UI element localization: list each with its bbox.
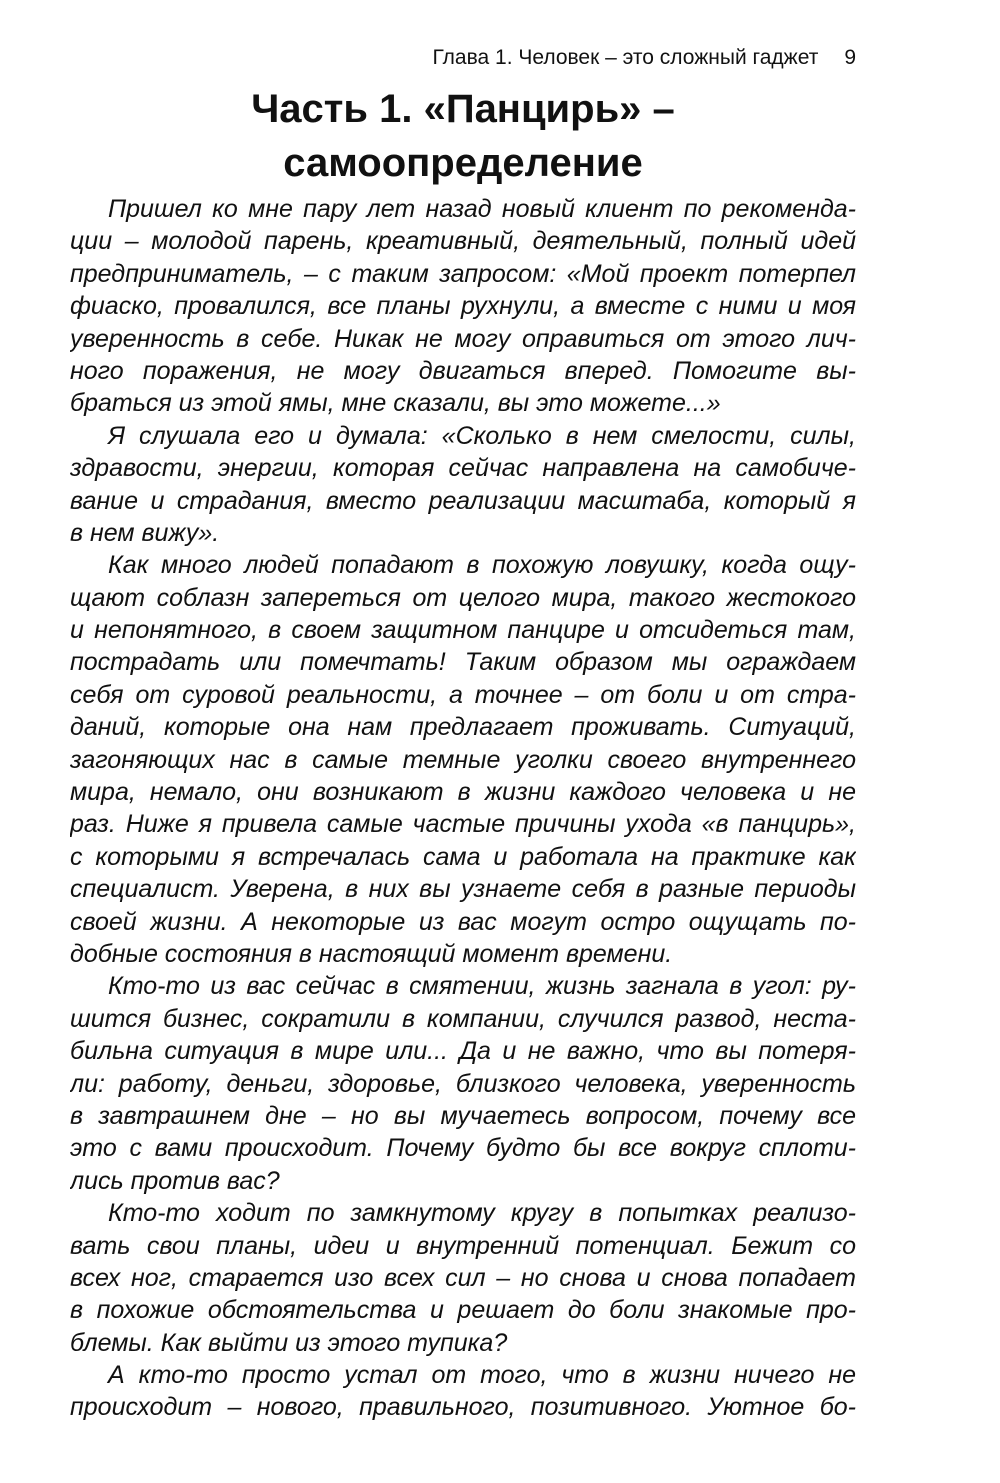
section-heading-line-2: самоопределение [283, 141, 643, 185]
paragraph-5 [70, 1197, 856, 1359]
section-heading-line-1: Часть 1. «Панцирь» – [251, 87, 675, 131]
text-line: и непонятного, в своем защитном панцире и отсидеться там, [70, 616, 856, 645]
chapter-title: Глава 1. Человек – это сложный гаджет [432, 46, 819, 69]
text-line: это с вами происходит. Почему будто бы все вокруг сплоти- [70, 1134, 856, 1163]
text-line: загоняющих нас в самые темные уголки своего внутреннего [70, 745, 856, 774]
text-line: шится бизнес, сократили в компании, случился развод, неста- [70, 1004, 856, 1033]
text-line: Как много людей попадают в похожую ловушку, когда ощу- [108, 551, 856, 580]
text-line: лись против вас? [70, 1166, 280, 1195]
text-line: добные состояния в настоящий момент времени. [70, 939, 673, 968]
paragraph-4 [70, 970, 856, 1197]
paragraph-1 [70, 193, 856, 420]
text-line: в похожие обстоятельства и решает до боли знакомые про- [70, 1296, 856, 1325]
body-text [70, 193, 856, 1424]
text-line: даний, которые она нам предлагает проживать. Ситуаций, [70, 713, 856, 742]
text-line: Я слушала его и думала: «Сколько в нем смелости, силы, [108, 421, 856, 450]
text-line: щают соблазн запереться от целого мира, такого жестокого [70, 583, 856, 612]
text-line: фиаско, провалился, все планы рухнули, а вместе с ними и моя [70, 292, 856, 321]
paragraph-2 [70, 420, 856, 550]
text-line: ции – молодой парень, креативный, деятельный, полный идей [70, 227, 856, 256]
text-line: в завтрашнем дне – но вы мучаетесь вопросом, почему все [70, 1101, 856, 1130]
text-line: вать свои планы, идеи и внутренний потенциал. Бежит со [70, 1231, 856, 1260]
text-line: с которыми я встречалась сама и работала на практике как [70, 842, 856, 871]
text-line: всех ног, старается изо всех сил – но снова и снова попадает [70, 1263, 856, 1292]
text-line: Кто-то ходит по замкнутому кругу в попытках реализо- [108, 1199, 856, 1228]
text-line: уверенность в себе. Никак не могу оправиться от этого лич- [70, 324, 856, 353]
text-line: раз. Ниже я привела самые частые причины ухода «в панцирь», [70, 810, 856, 839]
text-line: ли: работу, деньги, здоровье, близкого человека, уверенность [70, 1069, 856, 1098]
text-line: предприниматель, – с таким запросом: «Мой проект потерпел [70, 259, 856, 288]
text-line: бильна ситуация в мире или... Да и не важно, что вы потеря- [70, 1037, 856, 1066]
text-line: Пришел ко мне пару лет назад новый клиент по рекоменда- [108, 195, 856, 223]
text-line: мира, немало, они возникают в жизни каждого человека и не [70, 778, 856, 807]
text-line: А кто-то просто устал от того, что в жизни ничего не [108, 1361, 856, 1390]
text-line: браться из этой ямы, мне сказали, вы это можете...» [70, 389, 721, 418]
text-line: специалист. Уверена, в них вы узнаете себя в разные периоды [70, 875, 856, 904]
text-line: Кто-то из вас сейчас в смятении, жизнь загнала в угол: ру- [108, 972, 856, 1001]
text-line: себя от суровой реальности, а точнее – от боли и от стра- [70, 680, 856, 709]
text-line: блемы. Как выйти из этого тупика? [70, 1328, 508, 1357]
paragraph-3 [70, 549, 856, 970]
paragraph-6 [70, 1359, 856, 1424]
text-line: пострадать или помечтать! Таким образом мы ограждаем [70, 648, 856, 677]
text-line: в нем вижу». [70, 518, 220, 547]
text-line: происходит – нового, правильного, позитивного. Уютное бо- [70, 1393, 856, 1422]
running-head [70, 42, 856, 74]
text-line: здравости, энергии, которая сейчас направлена на самобиче- [70, 454, 856, 483]
section-heading [70, 82, 856, 190]
text-line: своей жизни. А некоторые из вас могут остро ощущать по- [70, 907, 856, 936]
text-line: ного поражения, не могу двигаться вперед. Помогите вы- [70, 356, 856, 385]
text-line: вание и страдания, вместо реализации масштаба, который я [70, 486, 856, 515]
page-number: 9 [844, 46, 856, 69]
